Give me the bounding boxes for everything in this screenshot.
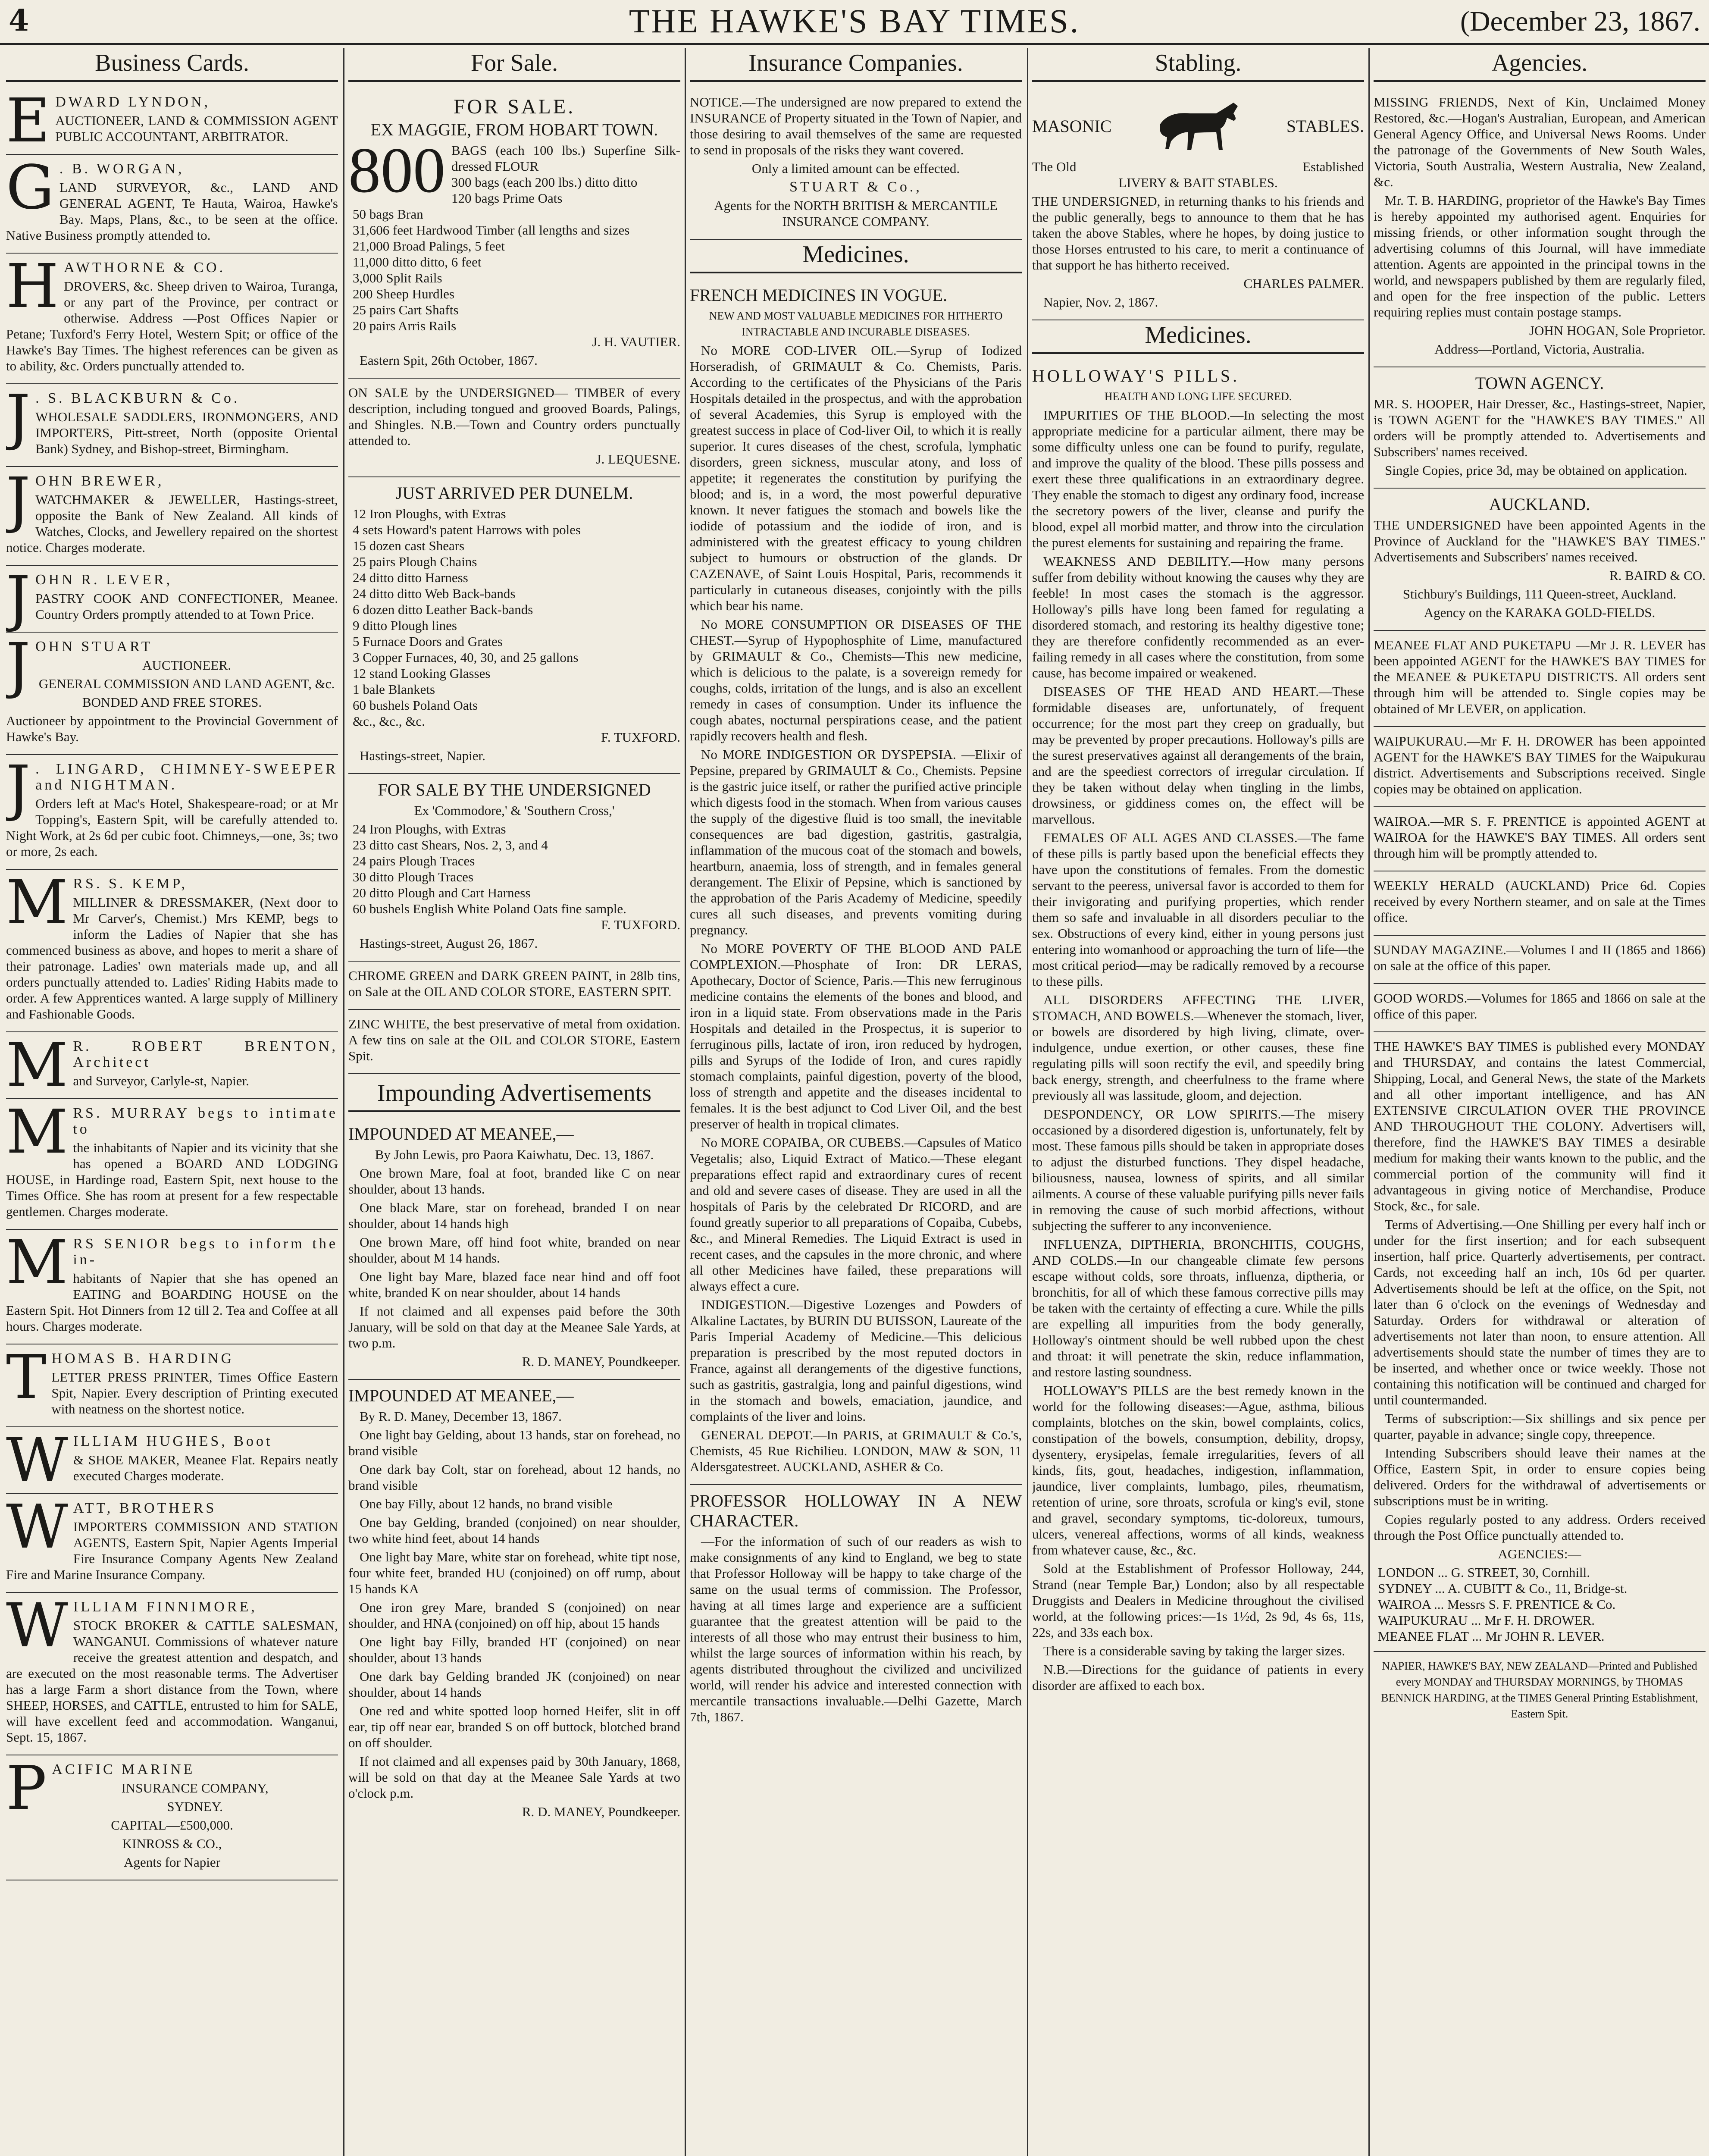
ad-subtitle: LIVERY & BAIT STABLES. xyxy=(1118,175,1278,190)
ad-subtitle: Ex 'Commodore,' & 'Southern Cross,' xyxy=(414,803,615,818)
card-subline: Agents for Napier xyxy=(124,1855,220,1870)
card-body: WHOLESALE SADDLERS, IRONMONGERS, AND IMPORTERS, Pitt-street, North (opposite Oriental Bank) Sydney, and Bishop-street, Birmingham. xyxy=(35,409,338,456)
card-heading-line xyxy=(6,1591,338,1661)
list-item: 300 bags (each 200 lbs.) ditto ditto xyxy=(451,175,638,190)
drop-initial: H xyxy=(6,251,59,322)
card-title: RS. S. KEMP, xyxy=(73,876,188,892)
impounded-animal: One iron grey Mare, branded S (conjoined) on near shoulder, and HNA (conjoined) on off hip, about 15 hands xyxy=(348,1600,680,1631)
ad-impounded-1 xyxy=(348,1118,680,1380)
card-title: ILLIAM HUGHES, Boot xyxy=(73,1433,273,1449)
agency-entry: WAIROA ... Messrs S. F. PRENTICE & Co. xyxy=(1378,1597,1616,1612)
business-card xyxy=(6,467,338,566)
drop-initial: E xyxy=(6,86,50,156)
business-card xyxy=(6,630,338,755)
medicine-paragraph: DESPONDENCY, OR LOW SPIRITS.—The misery occasioned by a disordered digestion is, unfortunately, felt by most. These famous pills should be taken in appropriate doses to adjust the disturbed functions. They dispel headache, biliousness, nausea, lowness of spirits, and all similar ailments. A course of these valuable purifying pills never fails in removing the cause of such morbid affections, without subjecting the sufferer to any inconvenience. xyxy=(1032,1106,1364,1233)
card-body: WATCHMAKER & JEWELLER, Hastings-street, opposite the Bank of New Zealand. All kinds of Watches, Clocks, and Jewellery repaired on the shortest notice. Charges moderate. xyxy=(6,492,338,555)
item-list xyxy=(348,506,680,729)
section-heading: Agencies. xyxy=(1374,48,1706,82)
medicine-paragraph: There is a considerable saving by taking the larger sizes. xyxy=(1043,1643,1346,1658)
ad-waipukurau xyxy=(1374,727,1706,807)
ad-title: AUCKLAND. xyxy=(1489,495,1590,514)
stable-subbanner xyxy=(1032,159,1364,175)
card-title: R. ROBERT BRENTON, Architect xyxy=(73,1038,338,1070)
card-title: . LINGARD, CHIMNEY-SWEEPER and NIGHTMAN. xyxy=(35,761,338,793)
ad-title: TOWN AGENCY. xyxy=(1475,373,1604,393)
medicine-paragraph: Sold at the Establishment of Professor Holloway, 244, Strand (near Temple Bar,) London; also by all respectable Druggists and Dealers in Medicine throughout the civilised world, at the following prices:—1s 1½d, 2s 9d, 4s 6s, 11s, 22s, and 33s each box. xyxy=(1032,1561,1364,1640)
card-title: OHN R. LEVER, xyxy=(35,572,173,588)
ad-body: Terms of Advertising.—One Shilling per every half inch or under for the first insertion; and for each subsequent insertion, half price. Quarterly advertisements, per contract. Cards, not exceeding half an inch, 10s 6d per quarter. Advertisements should be left at the office, on the Spit, not later than 6 o'clock on the evenings of Wednesday and Saturday. Orders for withdrawal or alteration of advertisements not later than noon, to ensure attention. All advertisements should state the number of times they are to be inserted, and whether once or twice weekly. Those not containing this notification will be continued and charged for until countermanded. xyxy=(1374,1217,1706,1407)
ad-body: MR. S. HOOPER, Hair Dresser, &c., Hastings-street, Napier, is TOWN AGENT for the "HAWKE'S BAY TIMES." All orders will be promptly attended to. Advertisements and Subscribers' names received. xyxy=(1374,396,1706,459)
paragraph-list xyxy=(690,342,1022,1475)
ad-body: NOTICE.—The undersigned are now prepared to extend the INSURANCE of Property situated in the Town of Napier, and those desiring to avail themselves of the same are requested to send in proposals of the risks they want covered. xyxy=(690,94,1022,157)
impounded-animal: One brown Mare, foal at foot, branded like C on near shoulder, about 13 hands. xyxy=(348,1166,680,1197)
list-item: 6 dozen ditto Leather Back-bands xyxy=(353,602,533,617)
list-item: 60 bushels English White Poland Oats fine sample. xyxy=(353,901,626,916)
column-insurance xyxy=(690,48,1022,2156)
medicine-paragraph: GENERAL DEPOT.—In PARIS, at GRIMAULT & Co.'s, Chemists, 45 Rue Richilieu. LONDON, MAW & SON, 11 Aldersgatestreet. AUCKLAND, ASHER & Co. xyxy=(690,1427,1022,1474)
ad-place-date: Napier, Nov. 2, 1867. xyxy=(1043,295,1158,310)
ad-address: Address—Portland, Victoria, Australia. xyxy=(1434,342,1645,357)
business-card xyxy=(6,251,338,384)
ad-title: HOLLOWAY'S PILLS. xyxy=(1032,366,1240,385)
list-item: 31,606 feet Hardwood Timber (all lengths and sizes xyxy=(353,222,630,238)
ad-for-sale-undersigned xyxy=(348,774,680,962)
card-heading-line xyxy=(6,1228,338,1298)
impounded-list xyxy=(348,1165,680,1300)
ad-body: THE HAWKE'S BAY TIMES is published every MONDAY and THURSDAY, and contains the latest Commercial, Shipping, Local, and General News, the state of the Markets and all other important intelligence, and has AN EXTENSIVE CIRCULATION OVER THE PROVINCE AND THROUGHOUT THE COLONY. Advertisers will, therefore, find the HAWKE'S BAY TIMES a desirable medium for making their wants known to the public, and the commercial portion of the community will find it advantageous in giving notice of Merchandise, Produce Stock, &c., for sale. xyxy=(1374,1039,1706,1213)
paragraph-list xyxy=(1032,407,1364,1693)
ad-body: WAIROA.—MR S. F. PRENTICE is appointed AGENT at WAIROA for the HAWKE'S BAY TIMES. All orders sent through him will be promptly attended to. xyxy=(1374,814,1706,861)
medicine-paragraph: IMPURITIES OF THE BLOOD.—In selecting the most appropriate medicine for a particular ailment, there may be some difficulty unless one can be found to purify, regulate, and improve the quality of the blood. These pills possess and exert these three qualifications in an extraordinary degree. They enable the stomach to digest any ordinary food, increase the secretory powers of the liver, cleanse and purify the blood, expel all morbid matter, and throw into the circulation the purest elements for sustaining and repairing the frame. xyxy=(1032,407,1364,550)
ad-body: WAIPUKURAU.—Mr F. H. DROWER has been appointed AGENT for the HAWKE'S BAY TIMES for the Waipukurau district. Advertisements and Subscriptions received. Single copies may be obtained on application. xyxy=(1374,733,1706,796)
business-card xyxy=(6,1755,338,1880)
business-card xyxy=(6,1099,338,1230)
list-item: 5 Furnace Doors and Grates xyxy=(353,634,503,649)
ad-big-number: 800 xyxy=(348,135,445,206)
impounded-animal: One light bay Mare, white star on forehead, white tipt nose, four white feet, branded HU (conjoined) on off rump, about 15 hands KA xyxy=(348,1549,680,1596)
ad-subtitle: NEW AND MOST VALUABLE MEDICINES FOR HITHERTO INTRACTABLE AND INCURABLE DISEASES. xyxy=(709,310,1003,338)
ad-signature: F. TUXFORD. xyxy=(601,730,680,745)
card-subline: AUCTIONEER. xyxy=(142,658,231,673)
card-body: PASTRY COOK AND CONFECTIONER, Meanee. Country Orders promptly attended to at Town Price. xyxy=(35,591,338,622)
ad-signature: R. BAIRD & CO. xyxy=(1609,568,1706,583)
card-heading-line xyxy=(6,868,338,938)
section-heading: Medicines. xyxy=(1032,320,1364,354)
card-body: & SHOE MAKER, Meanee Flat. Repairs neatly executed Charges moderate. xyxy=(73,1452,338,1483)
imprint-text: NAPIER, HAWKE'S BAY, NEW ZEALAND—Printed and Published every MONDAY and THURSDAY MORNINGS, by THOMAS BENNICK HARDING, at the TIMES General Printing Establishment, Eastern Spit. xyxy=(1381,1660,1698,1720)
card-body: LAND SURVEYOR, &c., LAND AND GENERAL AGENT, Te Hauta, Wairoa, Hawke's Bay. Maps, Plans, &c., to be seen at the office. Native Business promptly attended to. xyxy=(6,180,338,243)
drop-initial: M xyxy=(6,1030,68,1100)
ad-note: If not claimed and all expenses paid by 30th January, 1868, will be sold on that day at the Meanee Sale Yards at two o'clock p.m. xyxy=(348,1754,680,1801)
impounded-animal: One dark bay Colt, star on forehead, about 12 hands, no brand visible xyxy=(348,1462,680,1493)
ad-body: ZINC WHITE, the best preservative of metal from oxidation. A few tins on sale at the OIL and COLOR STORE, Eastern Spit. xyxy=(348,1016,680,1063)
card-subline: BONDED AND FREE STORES. xyxy=(82,695,262,710)
card-title: . B. WORGAN, xyxy=(59,161,185,177)
column-divider xyxy=(685,48,686,2156)
ad-place-date: Eastern Spit, 26th October, 1867. xyxy=(360,353,538,368)
masthead-rule xyxy=(0,43,1709,45)
medicine-paragraph: N.B.—Directions for the guidance of patients in every disorder are affixed to each box. xyxy=(1032,1662,1364,1693)
column-divider xyxy=(1368,48,1370,2156)
medicine-paragraph: DISEASES OF THE HEAD AND HEART.—These formidable diseases are, unfortunately, of frequent occurrence; for the most part they creep on gradually, but may be prevented by proper precautions. Holloway's pills are the surest preservatives against all derangements of the brain, and are the speediest correctors of irregular circulation. If they be taken without delay when tingling in the limbs, drowsiness, or giddiness comes on, the effect will be marvellous. xyxy=(1032,684,1364,827)
ad-signature: F. TUXFORD. xyxy=(601,917,680,932)
card-title: . S. BLACKBURN & Co. xyxy=(35,390,240,406)
business-card xyxy=(6,755,338,870)
agencies-title: AGENCIES:— xyxy=(1498,1546,1581,1561)
ad-chrome-green xyxy=(348,962,680,1010)
card-body: AUCTIONEER, LAND & COMMISSION AGENT PUBLIC ACCOUNTANT, ARBITRATOR. xyxy=(55,113,338,144)
agency-entry: MEANEE FLAT ... Mr JOHN R. LEVER. xyxy=(1378,1629,1605,1644)
impounded-animal: One light bay Filly, branded HT (conjoined) on near shoulder, about 13 hands xyxy=(348,1634,680,1665)
medicine-paragraph: ALL DISORDERS AFFECTING THE LIVER, STOMACH, AND BOWELS.—Whenever the stomach, liver, or bowels are disordered by high living, climate, over-indulgence, undue exertion, or other causes, these fine regulating pills will soon rectify the evil, and speedily bring back energy, strength, and cheerfulness to the frame where previously all was lassitude, gloom, and dejection. xyxy=(1032,992,1364,1103)
drop-initial: J xyxy=(6,465,31,535)
ad-signature: J. LEQUESNE. xyxy=(596,451,680,467)
drop-initial: J xyxy=(6,630,31,701)
column-divider xyxy=(343,48,344,2156)
section-heading: Impounding Advertisements xyxy=(348,1078,680,1112)
ad-body: Intending Subscribers should leave their names at the Office, Eastern Spit, in order to ensure copies being delivered. Orders for the withdrawal of advertisements or subscriptions must be in writing. xyxy=(1374,1445,1706,1508)
impounded-animal: One bay Gelding, branded (conjoined) on near shoulder, two white hind feet, about 14 hands xyxy=(348,1515,680,1546)
business-card xyxy=(6,566,338,633)
card-body: habitants of Napier that she has opened an EATING and BOARDING HOUSE on the Eastern Spit. Hot Dinners from 12 till 2. Tea and Coffee at all hours. Charges moderate. xyxy=(6,1271,338,1334)
section-heading: Stabling. xyxy=(1032,48,1364,82)
medicine-paragraph: INDIGESTION.—Digestive Lozenges and Powders of Alkaline Lactates, by BURIN DU BUISSON, Laureate of the Paris Imperial Academy of Medicine.—This delicious preparation is prescribed by the most reputed doctors in France, against all derangements of the digestive functions, such as gastritis, gastralgia, long and painful digestions, wind in the stomach and bowels, emaciation, jaundice, and complaints of the liver and loins. xyxy=(690,1297,1022,1424)
ad-body: Mr. T. B. HARDING, proprietor of the Hawke's Bay Times is hereby appointed my authorised agent. Enquiries for missing friends, or other information sought through the advertising columns of this Journal, will have immediate attention. Agents are appointed in the principal towns in the world, and newspapers published by them are regularly filed, and open for the free inspection of the public. Letters requiring replies must contain postage stamps. xyxy=(1374,193,1706,320)
business-card xyxy=(6,1593,338,1755)
ad-body: ON SALE by the UNDERSIGNED— TIMBER of every description, including tongued and grooved Boards, Palings, and Shingles. N.B.—Town and Country orders punctually attended to. xyxy=(348,385,680,448)
ad-wairoa xyxy=(1374,807,1706,871)
card-heading-line xyxy=(6,1097,338,1167)
ad-body: WEEKLY HERALD (AUCKLAND) Price 6d. Copies received by every Northern steamer, and on sale at the Times office. xyxy=(1374,878,1706,925)
ad-masonic-stables xyxy=(1032,88,1364,320)
banner-old: The Old xyxy=(1032,159,1077,174)
card-body: Orders left at Mac's Hotel, Shakespeare-road; or at Mr Topping's, Eastern Spit, will be carefully attended to. Night Work, at 2s 6d per cubic foot. Chimneys,—one, 3s; two or more, 2s each. xyxy=(6,796,338,859)
ad-title: FOR SALE BY THE UNDERSIGNED xyxy=(378,780,651,799)
impounded-animal: One brown Mare, off hind foot white, branded on near shoulder, about M 14 hands. xyxy=(348,1235,680,1266)
section-heading: For Sale. xyxy=(348,48,680,82)
agency-entry: WAIPUKURAU ... Mr F. H. DROWER. xyxy=(1378,1613,1595,1628)
card-subline: KINROSS & CO., xyxy=(122,1836,222,1851)
ad-impounded-2 xyxy=(348,1380,680,1829)
ad-note: If not claimed and all expenses paid before the 30th January, will be sold on that day at the Meanee Sale Yards, at two p.m. xyxy=(348,1304,680,1351)
ad-place-date: Hastings-street, Napier. xyxy=(360,748,485,763)
card-body: IMPORTERS COMMISSION AND STATION AGENTS, Eastern Spit, Napier Agents Imperial Fire Insurance Company Agents New Zealand Fire and Marine Insurance Company. xyxy=(6,1519,338,1582)
list-item: 12 Iron Ploughs, with Extras xyxy=(353,506,506,521)
business-card xyxy=(6,384,338,467)
ad-body: MISSING FRIENDS, Next of Kin, Unclaimed Money Restored, &c.—Hogan's Australian, European, and American General Agency Office, and Universal News Rooms. Under the patronage of the Governments of New South Wales, Victoria, South Australia, Western Australia, New Zealand, &c. xyxy=(1374,94,1706,189)
ad-signature: R. D. MANEY, Poundkeeper. xyxy=(522,1804,680,1819)
ad-body: Terms of subscription:—Six shillings and six pence per quarter, payable in advance; single copy, threepence. xyxy=(1374,1411,1706,1442)
card-subline: CAPITAL—£500,000. xyxy=(111,1818,233,1833)
card-title: AWTHORNE & CO. xyxy=(64,260,226,276)
medicine-paragraph: HOLLOWAY'S PILLS are the best remedy known in the world for the following diseases:—Ague, asthma, bilious complaints, blotches on the skin, bowel complaints, colics, constipation of the bowels, consumption, debility, dropsy, dysentery, erysipelas, female irregularities, fevers of all kinds, fits, gout, headaches, indigestion, inflammation, jaundice, liver complaints, lumbago, piles, rheumatism, retention of urine, sore throats, scrofula or king's evil, stone and gravel, secondary symptoms, tic-doloreux, tumours, ulcers, venereal affections, worms of all kinds, weakness from whatever cause, &c., &c. xyxy=(1032,1383,1364,1557)
ad-auckland xyxy=(1374,489,1706,631)
card-body: STOCK BROKER & CATTLE SALESMAN, WANGANUI. Commissions of whatever nature receive the greatest attention and despatch, and are executed on the most reasonable terms. The Advertiser has a large Farm a short distance from the Town, where SHEEP, HORSES, and CATTLE, entrusted to him for SALE, will have excellent feed and accommodation. Wanganui, Sept. 15, 1867. xyxy=(6,1618,338,1745)
ad-title: FRENCH MEDICINES IN VOGUE. xyxy=(690,285,948,305)
ad-town-agency xyxy=(1374,367,1706,489)
ad-body: THE UNDERSIGNED have been appointed Agents in the Province of Auckland for the "HAWKE'S BAY TIMES." Advertisements and Subscribers' names received. xyxy=(1374,517,1706,564)
list-item: 23 ditto cast Shears, Nos. 2, 3, and 4 xyxy=(353,837,548,852)
agency-entry: SYDNEY ... A. CUBITT & Co., 11, Bridge-st. xyxy=(1378,1581,1628,1596)
impounded-list xyxy=(348,1427,680,1751)
section-heading: Insurance Companies. xyxy=(690,48,1022,82)
list-item: 120 bags Prime Oats xyxy=(451,191,563,206)
drop-initial: J xyxy=(6,753,31,823)
list-item: 60 bushels Poland Oats xyxy=(353,698,478,713)
business-card xyxy=(6,88,338,155)
masthead xyxy=(0,0,1709,43)
medicine-paragraph: FEMALES OF ALL AGES AND CLASSES.—The fame of these pills is partly based upon the beneficial effects they have upon the constitutions of females. From the domestic servant to the peeress, universal favor is accorded to them for their invigorating and purifying properties, which render them so safe and invaluable in all disorders peculiar to the sex. Obstructions of every kind, either in young persons just entering into womanhood or approaching the turn of life—the most critical period—may be radically removed by a recourse to these pills. xyxy=(1032,830,1364,989)
drop-initial: M xyxy=(6,1097,68,1167)
business-card xyxy=(6,1032,338,1099)
item-list xyxy=(348,821,680,917)
banner-established: Established xyxy=(1302,159,1364,174)
stable-banner xyxy=(1032,94,1364,159)
medicine-paragraph: WEAKNESS AND DEBILITY.—How many persons suffer from debility without knowing the causes why they are feeble! In most cases the stomach is the aggressor. Holloway's pills have long been famed for regulating a disordered stomach, and restoring its healthy digestive tone; they are therefore confidently recommended as an ever-failing remedy in all cases where the constitution, from some cause, has become impaired or weakened. xyxy=(1032,554,1364,680)
ad-byline: By R. D. Maney, December 13, 1867. xyxy=(360,1409,562,1424)
list-item: 15 dozen cast Shears xyxy=(353,538,465,553)
ad-for-sale-maggie xyxy=(348,88,680,379)
impounded-animal: One dark bay Gelding branded JK (conjoined) on near shoulder, about 14 hands xyxy=(348,1669,680,1700)
drop-initial: W xyxy=(6,1591,68,1661)
list-item: 3,000 Split Rails xyxy=(353,270,442,285)
ad-on-sale-timber xyxy=(348,379,680,477)
ad-note: Single Copies, price 3d, may be obtained on application. xyxy=(1385,463,1687,478)
business-card xyxy=(6,1494,338,1593)
banner-left: MASONIC xyxy=(1032,116,1112,136)
ad-sunday-magazine xyxy=(1374,936,1706,984)
ad-address: Stichbury's Buildings, 111 Queen-street, Auckland. xyxy=(1402,586,1677,602)
drop-initial: M xyxy=(6,1228,68,1298)
card-title: RS. MURRAY begs to intimate to xyxy=(73,1105,338,1137)
business-card-list xyxy=(6,88,338,1880)
ad-subtitle: Agents for the NORTH BRITISH & MERCANTILE INSURANCE COMPANY. xyxy=(714,198,998,229)
impounded-animal: One bay Filly, about 12 hands, no brand visible xyxy=(360,1496,613,1511)
column-divider xyxy=(1027,48,1028,2156)
list-item: 1 bale Blankets xyxy=(353,682,435,697)
list-item: 25 pairs Cart Shafts xyxy=(353,302,459,317)
list-item: 3 Copper Furnaces, 40, 30, and 25 gallons xyxy=(353,650,579,665)
list-item: 50 bags Bran xyxy=(353,207,423,222)
card-title: ILLIAM FINNIMORE, xyxy=(73,1599,257,1615)
ad-insurance-notice xyxy=(690,88,1022,240)
card-title: OHN STUART xyxy=(35,639,153,655)
ad-note: Agency on the KARAKA GOLD-FIELDS. xyxy=(1424,605,1656,620)
impounded-animal: One black Mare, star on forehead, branded I on near shoulder, about 14 hands high xyxy=(348,1200,680,1231)
card-body: and Surveyor, Carlyle-st, Napier. xyxy=(73,1073,249,1088)
card-title: RS SENIOR begs to inform the in- xyxy=(73,1236,338,1268)
ad-title: PROFESSOR HOLLOWAY IN A NEW CHARACTER. xyxy=(690,1491,1022,1530)
banner-right: STABLES. xyxy=(1286,116,1364,136)
card-subline: GENERAL COMMISSION AND LAND AGENT, &c. xyxy=(38,676,335,691)
drop-initial: J xyxy=(6,564,31,634)
card-title: OHN BREWER, xyxy=(35,473,164,489)
card-heading-line xyxy=(6,251,338,322)
list-item: 21,000 Broad Palings, 5 feet xyxy=(353,238,505,254)
list-item: 30 ditto Plough Traces xyxy=(353,869,473,884)
list-item: 12 stand Looking Glasses xyxy=(353,666,491,681)
medicine-paragraph: No MORE CONSUMPTION OR DISEASES OF THE CHEST.—Syrup of Hypophosphite of Lime, manufactured by GRIMAULT & Co., Chemists—This new medicine, which is delicious to the palate, is a sovereign remedy for coughs, colds, irritation of the lungs, and is also an excellent remedy in cases of consumption. Under its influence the cough abates, nocturnal perspirations cease, and the patient rapidly recovers health and flesh. xyxy=(690,617,1022,743)
ad-good-words xyxy=(1374,984,1706,1032)
business-card xyxy=(6,1230,338,1344)
section-heading: Business Cards. xyxy=(6,48,338,82)
business-card xyxy=(6,1344,338,1427)
card-body: DROVERS, &c. Sheep driven to Wairoa, Turanga, or any part of the Province, per contract or otherwise. Address —Post Offices Napier or Petane; Tuxford's Ferry Hotel, Western Spit; or office of the Hawke's Bay Times. The highest references can be given as to ability, &c. Orders punctually attended to. xyxy=(6,279,338,373)
card-heading-line xyxy=(6,753,338,823)
ad-place-date: Hastings-street, August 26, 1867. xyxy=(360,936,538,951)
ad-body: SUNDAY MAGAZINE.—Volumes I and II (1865 and 1866) on sale at the office of this paper. xyxy=(1374,942,1706,973)
ad-dunelm xyxy=(348,477,680,774)
agencies-list xyxy=(1374,1564,1706,1644)
ad-title: IMPOUNDED AT MEANEE,— xyxy=(348,1124,574,1144)
ad-signature: R. D. MANEY, Poundkeeper. xyxy=(522,1354,680,1369)
impounded-animal: One red and white spotted loop horned Heifer, slit in off ear, tip off near ear, branded S on off buttock, blotched brand on off shoulder. xyxy=(348,1703,680,1750)
list-item: BAGS (each 100 lbs.) Superfine Silk-dressed FLOUR xyxy=(451,143,680,174)
ad-body: —For the information of such of our readers as wish to make consignments of any kind to England, we beg to state that Professor Holloway will be happy to take charge of the same on the usual terms of commission. The Professor, having at all times large and experience are a sufficient guarantee that the greatest attention will be paid to the interests of all those who may entrust their business to him, whilst the large sources of information within his reach, by agents distributed throughout the civilized and uncivilized world, will render his advice and interested connection with mercantile transactions invaluable.—Delhi Gazette, March 7th, 1867. xyxy=(690,1534,1022,1724)
card-body: Auctioneer by appointment to the Provincial Government of Hawke's Bay. xyxy=(6,713,338,744)
drop-initial: T xyxy=(6,1342,47,1413)
ad-title: IMPOUNDED AT MEANEE,— xyxy=(348,1386,574,1405)
ad-body: Copies regularly posted to any address. Orders received through the Post Office punctually attended to. xyxy=(1374,1512,1706,1543)
medicine-paragraph: No MORE POVERTY OF THE BLOOD AND PALE COMPLEXION.—Phosphate of Iron: DR LERAS, Apothecary, Doctor of Science, Paris.—This new ferruginous medicine contains the elements of the bones and blood, and iron in a liquid state. From observations made in the Paris Hospitals and detailed in the Prospectus, it is superior to ferruginous pills, lactate of iron, iron reduced by hydrogen, pills and Syrups of the Iodide of Iron, and cures rapidly stomach complaints, painful digestion, poverty of the blood, loss of strength and appetite and the diseases incidental to females. It is the best adjunct to Cod Liver Oil, and the best preserver of health in tropical climates. xyxy=(690,941,1022,1131)
card-title: HOMAS B. HARDING xyxy=(51,1351,235,1366)
drop-initial: M xyxy=(6,868,68,938)
card-subline: SYDNEY. xyxy=(167,1799,223,1814)
card-title: ACIFIC MARINE xyxy=(52,1761,195,1777)
drop-initial: G xyxy=(6,153,54,223)
list-item: 24 ditto ditto Web Back-bands xyxy=(353,586,516,601)
list-item: 9 ditto Plough lines xyxy=(353,618,457,633)
ad-title: JUST ARRIVED PER DUNELM. xyxy=(395,483,633,503)
ad-signature: J. H. VAUTIER. xyxy=(592,334,680,349)
page-number: 4 xyxy=(9,3,29,38)
drop-initial: J xyxy=(6,382,31,452)
issue-date: (December 23, 1867. xyxy=(1460,6,1700,37)
ad-note: Only a limited amount can be effected. xyxy=(751,161,960,176)
ad-body: GOOD WORDS.—Volumes for 1865 and 1866 on sale at the office of this paper. xyxy=(1374,990,1706,1022)
drop-initial: W xyxy=(6,1425,68,1495)
card-body: the inhabitants of Napier and its vicinity that she has opened a BOARD AND LODGING HOUSE, in Hardinge road, Eastern Spit, next house to the Times Office. She has room at present for a few respectable gentlemen. Charges moderate. xyxy=(6,1140,338,1219)
business-card xyxy=(6,870,338,1032)
list-item: 24 ditto ditto Harness xyxy=(353,570,468,585)
impounded-animal: One light bay Mare, blazed face near hind and off foot white, branded K on near shoulder, about 14 hands xyxy=(348,1269,680,1300)
agency-entry: LONDON ... G. STREET, 30, Cornhill. xyxy=(1378,1565,1590,1580)
ad-weekly-herald xyxy=(1374,871,1706,936)
medicine-paragraph: No MORE INDIGESTION OR DYSPEPSIA. —Elixir of Pepsine, prepared by GRIMAULT & Co., Chemists. Pepsine is the gastric juice itself, or rather the purified active principle which digests food in the stomach. When from various causes the supply of the digestive fluid is too small, the inevitable consequences are bad digestion, gastritis, gastralgia, inflammation of the mucous coat of the stomach and bowels, heartburn, anaemia, loss of strength, and in females general derangement. The Elixir of Pepsine, which is sanctioned by the approbation of the Paris Academy of Medicine, speedily cures all such diseases, and prevents vomiting during pregnancy. xyxy=(690,747,1022,937)
impounded-animal: One light bay Gelding, about 13 hands, star on forehead, no brand visible xyxy=(348,1427,680,1458)
ad-signature: JOHN HOGAN, Sole Proprietor. xyxy=(1529,323,1706,338)
ad-byline: By John Lewis, pro Paora Kaiwhatu, Dec. 13, 1867. xyxy=(375,1147,654,1162)
ad-holloway-pills xyxy=(1032,360,1364,1703)
ad-signature: CHARLES PALMER. xyxy=(1243,276,1364,291)
horse-icon xyxy=(1152,94,1246,159)
ad-zinc-white xyxy=(348,1010,680,1074)
section-heading: Medicines. xyxy=(690,240,1022,273)
ad-french-medicines xyxy=(690,279,1022,1485)
ad-signature: STUART & Co., xyxy=(789,179,922,195)
card-body: LETTER PRESS PRINTER, Times Office Eastern Spit, Napier. Every description of Printing executed with neatness on the shortest notice. xyxy=(51,1369,338,1416)
ad-subtitle: EX MAGGIE, FROM HOBART TOWN. xyxy=(370,120,658,139)
medicine-paragraph: No MORE COD-LIVER OIL.—Syrup of Iodized Horseradish, of GRIMAULT & Co. Chemists, Paris. According to the certificates of the Physicians of the Paris Hospitals detailed in the prospectus, and with the approbation of several Academies, this Syrup is employed with the greatest success in place of Cod-liver Oil, to which it is really superior. It cures diseases of the chest, scrofula, lymphatic disorders, green sickness, muscular atony, and loss of appetite; it regenerates the constitution by purifying the blood; and is, in a word, the most powerful depurative known. It never fatigues the stomach and bowels like the iodide of potassium and the iodide of iron, and is administered with the greatest efficacy to young children subject to humours or obstruction of the glands. Dr CAZENAVE, of Saint Louis Hospital, Paris, recommends it particularly in cutaneous diseases, conjointly with the pills which bear his name. xyxy=(690,343,1022,613)
card-subline: INSURANCE COMPANY, xyxy=(121,1780,269,1796)
list-item: 24 Iron Ploughs, with Extras xyxy=(353,821,506,837)
drop-initial: P xyxy=(6,1753,47,1824)
list-item: 25 pairs Plough Chains xyxy=(353,554,477,569)
list-item: 200 Sheep Hurdles xyxy=(353,286,454,301)
ad-subtitle: HEALTH AND LONG LIFE SECURED. xyxy=(1104,390,1292,403)
column-stabling xyxy=(1032,48,1364,2156)
card-title: ATT, BROTHERS xyxy=(73,1500,217,1516)
business-card xyxy=(6,1427,338,1494)
ad-holloway-character xyxy=(690,1485,1022,1734)
ad-title: FOR SALE. xyxy=(453,95,576,118)
ad-body: CHROME GREEN and DARK GREEN PAINT, in 28lb tins, on Sale at the OIL AND COLOR STORE, EASTERN SPIT. xyxy=(348,968,680,999)
ad-body: MEANEE FLAT AND PUKETAPU —Mr J. R. LEVER has been appointed AGENT for the HAWKE'S BAY TIMES for the MEANEE & PUKETAPU DISTRICTS. All orders sent through him will be attended to. Single copies may be obtained of Mr LEVER, on application. xyxy=(1374,637,1706,716)
newspaper-title: THE HAWKE'S BAY TIMES. xyxy=(629,2,1080,40)
medicine-paragraph: INFLUENZA, DIPTHERIA, BRONCHITIS, COUGHS, AND COLDS.—In our changeable climate few persons escape without colds, sore throats, influenza, diptheria, or bronchitis, for all of which these famous corrective pills may be taken with the certainty of effecting a cure. While the pills are expelling all impurities from the body generally, Holloway's ointment should be well rubbed upon the chest and throat: it will penetrate the skin, reduce inflammation, and restore lasting soundness. xyxy=(1032,1237,1364,1379)
ad-missing-friends xyxy=(1374,88,1706,367)
column-business-cards xyxy=(6,48,338,2156)
drop-initial: W xyxy=(6,1492,68,1562)
list-item: 11,000 ditto ditto, 6 feet xyxy=(353,254,482,270)
card-title: DWARD LYNDON, xyxy=(55,94,210,110)
imprint xyxy=(1374,1652,1706,1731)
list-item: 20 ditto Plough and Cart Harness xyxy=(353,885,531,900)
column-for-sale xyxy=(348,48,680,2156)
list-item: 20 pairs Arris Rails xyxy=(353,318,457,333)
ad-meanee-flat xyxy=(1374,631,1706,727)
card-body: MILLINER & DRESSMAKER, (Next door to Mr Carver's, Chemist.) Mrs KEMP, begs to inform the Ladies of Napier that she has commenced business as above, and hopes to merit a share of their patronage. Ladies' own materials made up, and all orders punctually attended to. Ladies' Riding Habits made to order. A few Apprentices wanted. A large supply of Millinery and Fashionable Goods. xyxy=(6,895,338,1022)
list-item: 24 pairs Plough Traces xyxy=(353,853,475,868)
column-agencies xyxy=(1374,48,1706,2156)
list-item: 4 sets Howard's patent Harrows with poles xyxy=(353,522,581,537)
ad-body: THE UNDERSIGNED, in returning thanks to his friends and the public generally, begs to announce to them that he has taken the above Stables, where he hopes, by doing justice to those Horses entrusted to his care, to merit a continuance of that support he has hitherto received. xyxy=(1032,194,1364,273)
medicine-paragraph: No MORE COPAIBA, OR CUBEBS.—Capsules of Matico Vegetalis; also, Liquid Extract of Matico.—These elegant preparations effect rapid and extraordinary cures of recent and old and severe cases of disease. They are used in all the hospitals of Paris by the celebrated Dr RICORD, and are found greatly superior to all preparations of Copaiba, Cubebs, &c., and Mineral Remedies. The Liquid Extract is used in recent cases, and the capsules in the more chronic, and where all other Medicines have failed, these preparations will always effect a cure. xyxy=(690,1135,1022,1294)
ad-publication-terms xyxy=(1374,1032,1706,1652)
business-card xyxy=(6,155,338,254)
list-item: &c., &c., &c. xyxy=(353,714,425,729)
